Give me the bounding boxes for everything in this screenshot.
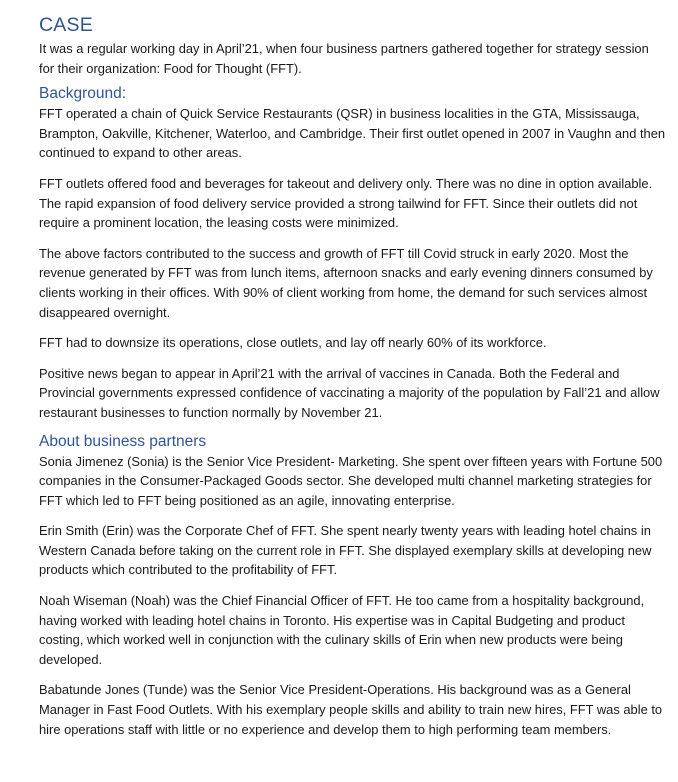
partner-paragraph: Erin Smith (Erin) was the Corporate Chef of FFT. She spent nearly twenty years with leading hotel chains in Western Canada before taking on the current role in FFT. She displayed exemplary skills at developing new products which contributed to the profitability of FFT.	[39, 523, 652, 578]
partner-paragraph: Noah Wiseman (Noah) was the Chief Financial Officer of FFT. He too came from a hospitality background, having worked with leading hotel chains in Toronto. His expertise was in Capital Budgeting and product costing, which worked well in conjunction with the culinary skills of Erin when new products were being developed.	[39, 593, 645, 667]
background-paragraph: The above factors contributed to the success and growth of FFT till Covid struck in early 2020. Most the revenue generated by FFT was from lunch items, afternoon snacks and early evening dinners consumed by clients working in their offices. With 90% of client working from home, the demand for such services almost disappeared overnight.	[39, 245, 653, 320]
background-heading: Background:	[39, 85, 127, 103]
partner-paragraph: Sonia Jimenez (Sonia) is the Senior Vice President- Marketing. She spent over fifteen years with Fortune 500 companies in the Consumer-Packaged Goods sector. She developed multi channel marketing strategies for FFT which led to FFT being positioned as an agile, innovating enterprise.	[39, 453, 663, 508]
background-paragraph: FFT had to downsize its operations, close outlets, and lay off nearly 60% of its workforce.	[39, 335, 547, 351]
partner-paragraph: Babatunde Jones (Tunde) was the Senior Vice President-Operations. His background was as a General Manager in Fast Food Outlets. With his exemplary people skills and ability to train new hires, FFT was able to hire operations staff with little or no experience and develop them to high performing team members.	[39, 682, 663, 737]
case-title: CASE	[39, 14, 93, 36]
partners-heading: About business partners	[39, 432, 207, 450]
background-paragraph: FFT outlets offered food and beverages for takeout and delivery only. There was no dine in option available. The rapid expansion of food delivery service provided a strong tailwind for FFT. Since their outlets did not require a prominent location, the leasing costs were minimized.	[39, 175, 653, 231]
background-paragraph: Positive news began to appear in April’21 with the arrival of vaccines in Canada. Both the Federal and Provincial governments expressed confidence of vaccinating a majority of the population by Fall’21 and allow restaurant businesses to function normally by November 21.	[39, 365, 660, 420]
intro-paragraph: It was a regular working day in April’21, when four business partners gathered together for strategy session for their organization: Food for Thought (FFT).	[39, 41, 649, 76]
document-page	[39, 12, 667, 739]
background-paragraph: FFT operated a chain of Quick Service Restaurants (QSR) in business localities in the GTA, Mississauga, Brampton, Oakville, Kitchener, Waterloo, and Cambridge. Their first outlet opened in 2007 in Vaughn and then continued to expand to other areas.	[39, 106, 666, 161]
